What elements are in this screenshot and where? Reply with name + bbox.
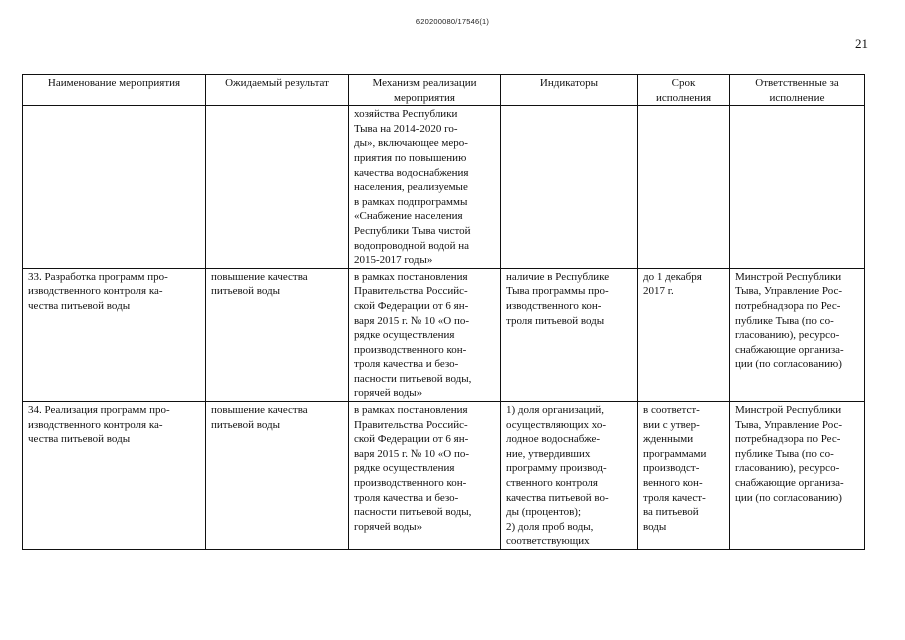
col-header-indicators: Индикаторы: [501, 75, 638, 106]
col-header-deadline: Срок исполнения: [638, 75, 730, 106]
cell-indicators: 1) доля организаций, осуществляющих хо- лодное водоснабже- ние, утвердивших программу производ- ственного контроля качества питьевой во- ды (процентов); 2) доля проб воды, соответствующих: [501, 402, 638, 550]
col-header-responsible: Ответственные за исполнение: [730, 75, 865, 106]
cell-deadline: [638, 106, 730, 269]
cell-responsible: Минстрой Республики Тыва, Управление Рос- потребнадзора по Рес- публике Тыва (по со- гласованию), ресурсо- снабжающие организа- ции (по согласованию): [730, 268, 865, 401]
col-header-mechanism: Механизм реализации мероприятия: [349, 75, 501, 106]
cell-responsible: Минстрой Республики Тыва, Управление Рос- потребнадзора по Рес- публике Тыва (по со- гласованию), ресурсо- снабжающие организа- ции (по согласованию): [730, 402, 865, 550]
cell-result: повышение качества питьевой воды: [206, 402, 349, 550]
cell-name: [23, 106, 206, 269]
table-header-row: [23, 75, 865, 106]
cell-mechanism: хозяйства Республики Тыва на 2014-2020 го- ды», включающее меро- приятия по повышению качества водоснабжения населения, реализуемые в рамках подпрограммы «Снабжение населения Республики Тыва чистой водопроводной водой на 2015-2017 годы»: [349, 106, 501, 269]
document-id: 620200080/17546(1): [415, 17, 490, 26]
table-row: [23, 106, 865, 269]
cell-result: повышение качества питьевой воды: [206, 268, 349, 401]
measures-table: [22, 74, 865, 550]
cell-responsible: [730, 106, 865, 269]
cell-name: 34. Реализация программ про- изводственного контроля ка- чества питьевой воды: [23, 402, 206, 550]
table-row: [23, 402, 865, 550]
table-row: [23, 268, 865, 401]
cell-mechanism: в рамках постановления Правительства Российс- ской Федерации от 6 ян- варя 2015 г. № 10 «О по- рядке осуществления производственного кон- троля качества и безо- пасности питьевой воды, горячей воды»: [349, 268, 501, 401]
cell-result: [206, 106, 349, 269]
cell-name: 33. Разработка программ про- изводственного контроля ка- чества питьевой воды: [23, 268, 206, 401]
page-number: 21: [855, 36, 868, 51]
cell-deadline: до 1 декабря 2017 г.: [638, 268, 730, 401]
col-header-result: Ожидаемый результат: [206, 75, 349, 106]
cell-deadline: в соответст- вии с утвер- жденными программами производст- венного кон- троля качест- ва питьевой воды: [638, 402, 730, 550]
col-header-name: Наименование мероприятия: [23, 75, 206, 106]
cell-indicators: [501, 106, 638, 269]
cell-indicators: наличие в Республике Тыва программы про- изводственного кон- троля питьевой воды: [501, 268, 638, 401]
cell-mechanism: в рамках постановления Правительства Российс- ской Федерации от 6 ян- варя 2015 г. № 10 «О по- рядке осуществления производственного кон- троля качества и безо- пасности питьевой воды, горячей воды»: [349, 402, 501, 550]
